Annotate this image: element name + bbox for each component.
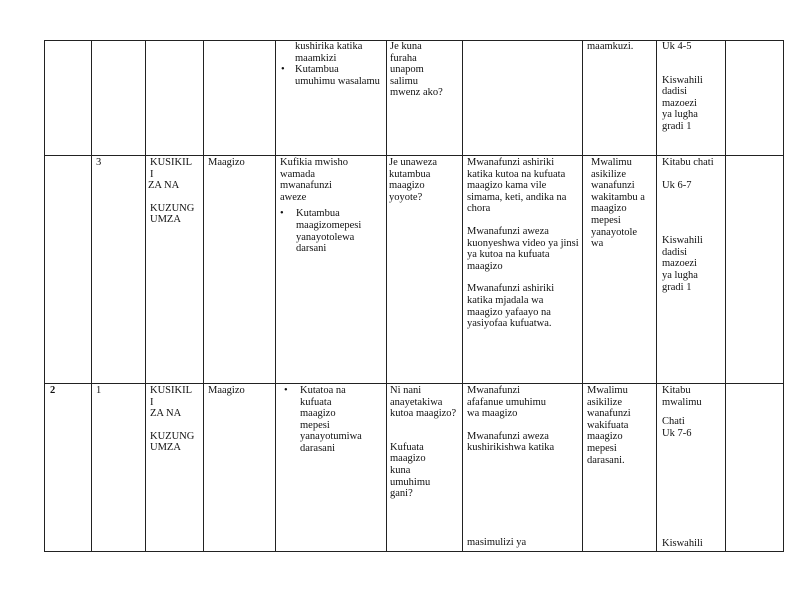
topic-cell — [150, 385, 202, 454]
teacher-activity: Mwalimu asikilize wanafunzi wakitambu a maagizo mepesi yanayotole wa — [591, 157, 645, 250]
topic-line: UMZA — [150, 214, 181, 226]
learner-activity: Mwanafunzi afafanue umuhimu wa maagizo — [467, 385, 547, 420]
resources-cell — [662, 157, 724, 293]
teacher-activities-cell — [587, 157, 653, 250]
topic-line: ZA NA — [150, 408, 182, 420]
column-divider — [462, 40, 463, 552]
resource-line: Kiswahili dadisi mazoezi ya lugha gradi 1 — [662, 74, 703, 132]
objective-bullet: • Kutambua umuhimu wasalamu — [281, 64, 381, 87]
topic-cell — [148, 157, 202, 226]
objective-bullet: • Kutatoa na kufuata maagizo mepesi yanayotumiwa darasani — [284, 385, 366, 455]
learner-activity: Mwanafunzi aweza kuonyeshwa video ya jinsi ya kutoa na kufuata maagizo — [467, 225, 579, 272]
objectives-cell — [281, 41, 381, 87]
objectives-cell — [284, 385, 380, 455]
column-divider — [582, 40, 583, 552]
resource-line: Uk 7-6 — [662, 427, 692, 439]
topic-line: I — [150, 168, 154, 180]
teacher-activity: Mwalimu asikilize wanafunzi wakifuata maagizo mepesi darasani. — [587, 385, 631, 466]
period-cell — [96, 385, 140, 397]
topic-line: KUSIKIL — [150, 157, 192, 168]
column-divider — [656, 40, 657, 552]
week-number: 2 — [50, 385, 56, 396]
resources-cell — [662, 385, 722, 439]
column-divider — [386, 40, 387, 552]
key-question: Kufuata maagizo kuna umuhimu gani? — [390, 441, 431, 500]
objectives-cell — [280, 157, 380, 255]
resource-line: Kitabu chati — [662, 157, 714, 168]
row-divider — [44, 383, 784, 384]
resource-line: Kiswahili dadisi mazoezi ya lugha gradi 1 — [662, 235, 703, 293]
column-divider — [275, 40, 276, 552]
objective-text: Kufikia mwisho wamada mwanafunzi aweze — [280, 157, 348, 203]
subtopic: Maagizo — [208, 385, 245, 396]
column-divider — [203, 40, 204, 552]
week-cell — [50, 385, 88, 397]
scheme-of-work-table — [44, 40, 784, 552]
period-cell — [96, 157, 140, 169]
key-question: Je kuna furaha unapom salimu mwenz ako? — [390, 41, 443, 99]
column-divider — [91, 40, 92, 552]
subtopic: Maagizo — [208, 157, 245, 168]
topic-line: KUZUNG — [150, 430, 195, 442]
learner-activities-cell — [467, 157, 579, 330]
objective-bullet: • Kutambua maagizomepesi yanayotolewa darsani — [280, 208, 366, 254]
key-question: Ni nani anayetakiwa kutoa maagizo? — [390, 385, 457, 420]
learner-activity: Mwanafunzi ashiriki katika mjadala wa maagizo yafaayo na yasiyofaa kufuatwa. — [467, 283, 555, 330]
resource-line: Uk 6-7 — [662, 179, 692, 191]
topic-line: KUZUNG — [150, 202, 195, 214]
learner-activity: Mwanafunzi aweza kushirikishwa katika — [467, 430, 555, 454]
objective-text: kushirika katika maamkizi — [295, 41, 363, 64]
period-number: 3 — [96, 157, 102, 168]
column-divider — [145, 40, 146, 552]
learner-activity: Mwanafunzi ashiriki katika kutoa na kufuata maagizo kama vile simama, keti, andika na chora — [467, 157, 567, 215]
resource-line: Uk 4-5 — [662, 41, 692, 52]
resources-cell — [662, 538, 722, 550]
learner-activities-cell — [467, 537, 579, 549]
key-question: Je unaweza kutambua maagizo yoyote? — [389, 157, 438, 203]
row-divider — [44, 551, 784, 552]
question-cell — [387, 157, 461, 203]
teacher-activity: maamkuzi. — [587, 41, 634, 52]
subtopic-cell — [208, 157, 272, 169]
teacher-activities-cell — [587, 41, 653, 53]
resource-line: Kiswahili — [662, 538, 703, 549]
learner-activities-cell — [467, 385, 579, 454]
topic-line: UMZA — [150, 442, 181, 454]
column-divider — [783, 40, 784, 552]
learner-activity: masimulizi ya — [467, 537, 527, 548]
column-divider — [44, 40, 45, 552]
subtopic-cell — [208, 385, 272, 397]
question-cell — [390, 385, 460, 500]
period-number: 1 — [96, 385, 102, 396]
topic-line: ZA NA — [148, 180, 180, 192]
topic-line: KUSIKIL — [150, 385, 192, 396]
teacher-activities-cell — [587, 385, 653, 466]
resource-line: Chati — [662, 416, 685, 428]
topic-line: I — [150, 396, 154, 408]
resource-line: Kitabu mwalimu — [662, 385, 702, 408]
row-divider — [44, 155, 784, 156]
resources-cell — [662, 41, 722, 133]
question-cell — [390, 41, 444, 99]
column-divider — [725, 40, 726, 552]
